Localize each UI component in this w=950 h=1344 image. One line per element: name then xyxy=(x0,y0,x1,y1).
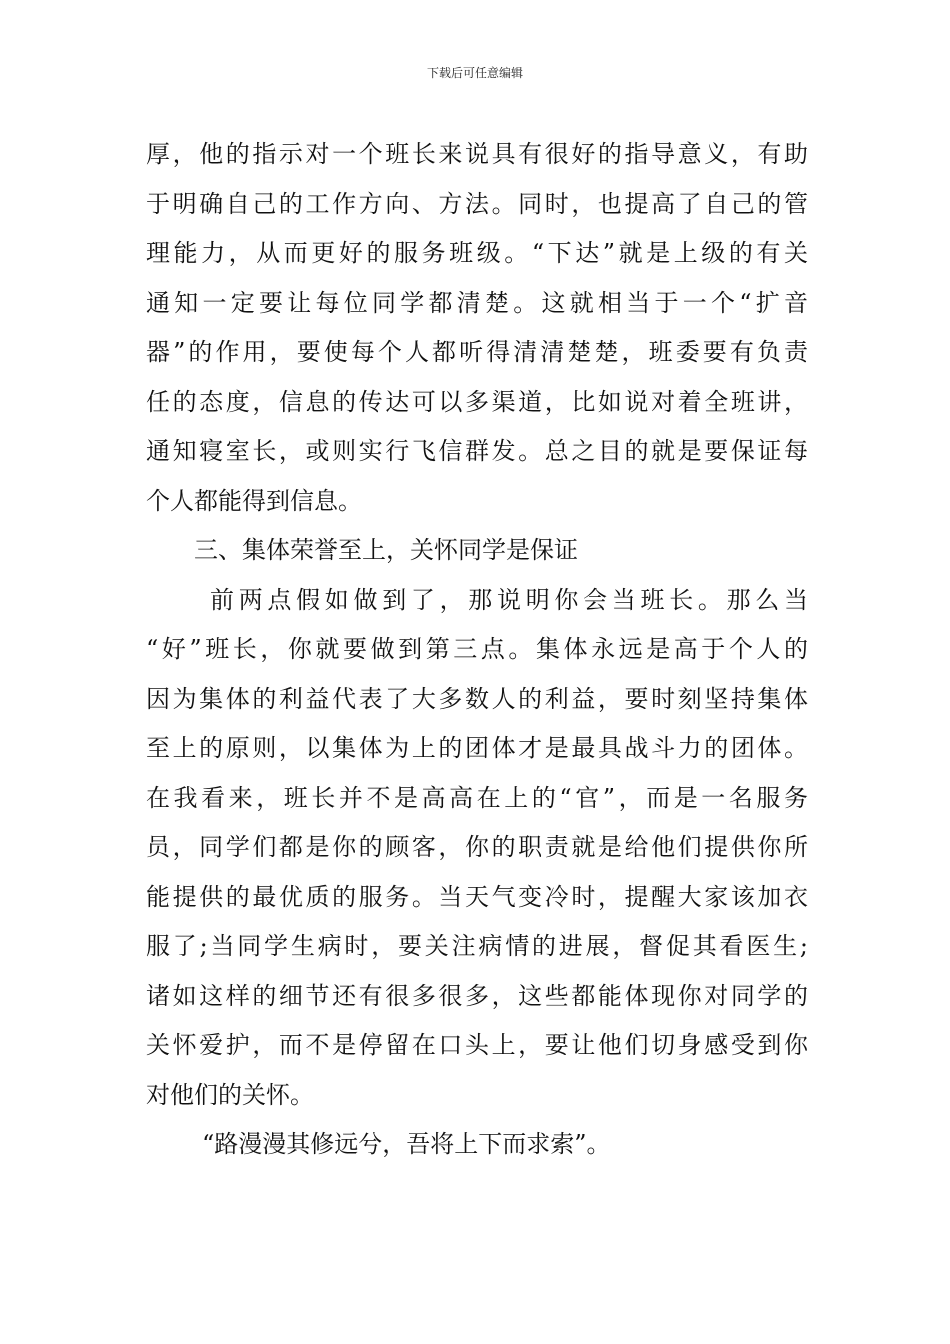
body-line-1: 厚，他的指示对一个班长来说具有很好的指导意义，有助 xyxy=(146,140,808,168)
page-header: 下载后可任意编辑 xyxy=(426,66,523,80)
body-line-12: 因为集体的利益代表了大多数人的利益，要时刻坚持集体 xyxy=(146,684,808,713)
body-line-2: 于明确自己的工作方向、方法。同时，也提高了自己的管 xyxy=(146,189,808,218)
body-line-17: 服了;当同学生病时，要关注病情的进展，督促其看医生; xyxy=(146,932,808,960)
body-line-4: 通知一定要让每位同学都清楚。这就相当于一个“扩音 xyxy=(146,288,808,317)
body-line-18: 诸如这样的细节还有很多很多，这些都能体现你对同学的 xyxy=(146,981,808,1010)
body-line-16: 能提供的最优质的服务。当天气变冷时，提醒大家该加衣 xyxy=(146,882,808,911)
body-line-7: 通知寝室长，或则实行飞信群发。总之目的就是要保证每 xyxy=(146,437,808,465)
body-line-11: “好”班长，你就要做到第三点。集体永远是高于个人的 xyxy=(146,635,808,663)
body-line-13: 至上的原则，以集体为上的团体才是最具战斗力的团体。 xyxy=(146,734,808,762)
body-line-6: 任的态度，信息的传达可以多渠道，比如说对着全班讲， xyxy=(146,387,808,416)
body-line-5: 器”的作用，要使每个人都听得清清楚楚，班委要有负责 xyxy=(146,338,808,366)
body-line-14: 在我看来，班长并不是高高在上的“官”，而是一名服务 xyxy=(146,783,808,812)
body-line-8: 个人都能得到信息。 xyxy=(146,486,362,515)
body-line-15: 员，同学们都是你的顾客，你的职责就是给他们提供你所 xyxy=(146,833,808,861)
body-line-20: 对他们的关怀。 xyxy=(146,1080,314,1109)
body-line-3: 理能力，从而更好的服务班级。“下达”就是上级的有关 xyxy=(146,239,808,267)
document-body xyxy=(146,130,808,1170)
closing-quote: “路漫漫其修远兮，吾将上下而求索”。 xyxy=(202,1130,611,1158)
body-line-10: 前两点假如做到了，那说明你会当班长。那么当 xyxy=(210,585,808,614)
section-heading: 三、集体荣誉至上，关怀同学是保证 xyxy=(194,536,578,564)
body-line-19: 关怀爱护，而不是停留在口头上，要让他们切身感受到你 xyxy=(146,1031,808,1059)
